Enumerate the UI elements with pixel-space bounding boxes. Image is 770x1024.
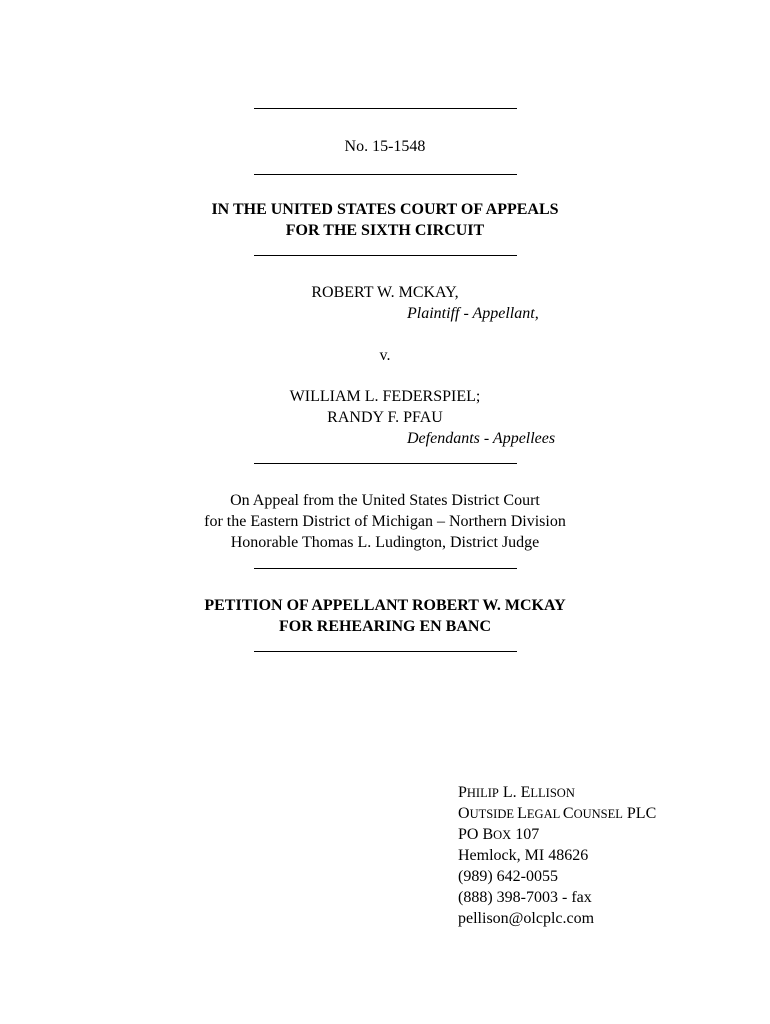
appellant-role: Plaintiff - Appellant, [407, 305, 539, 322]
counsel-name: PHILIP L. ELLISON [458, 784, 575, 801]
appellee-name-2: RANDY F. PFAU [327, 409, 443, 426]
separator-rule [254, 174, 517, 175]
appellee-name-1: WILLIAM L. FEDERSPIEL; [289, 388, 481, 405]
separator-rule [254, 463, 517, 464]
counsel-block [458, 782, 656, 929]
counsel-city: Hemlock, MI 48626 [458, 847, 589, 864]
counsel-fax: (888) 398-7003 - fax [458, 889, 592, 906]
separator-rule [254, 108, 517, 109]
counsel-po-box: PO BOX 107 [458, 826, 540, 843]
appeal-line-3: Honorable Thomas L. Ludington, District Judge [230, 534, 540, 551]
appellees-role: Defendants - Appellees [407, 430, 556, 447]
counsel-firm: OUTSIDE LEGAL COUNSEL PLC [458, 805, 657, 822]
petition-title-line-1: PETITION OF APPELLANT ROBERT W. MCKAY [204, 597, 566, 614]
petition-title-line-2: FOR REHEARING EN BANC [278, 618, 491, 635]
appeal-line-1: On Appeal from the United States District Court [230, 492, 540, 509]
counsel-email[interactable]: pellison@olcplc.com [458, 910, 595, 927]
court-name-line-2: FOR THE SIXTH CIRCUIT [285, 222, 485, 239]
counsel-phone: (989) 642-0055 [458, 868, 558, 885]
appellant-name: ROBERT W. MCKAY, [311, 284, 459, 301]
court-name-line-1: IN THE UNITED STATES COURT OF APPEALS [211, 201, 559, 218]
docket-number: No. 15-1548 [344, 138, 426, 155]
separator-rule [254, 568, 517, 569]
separator-rule [254, 255, 517, 256]
appeal-line-2: for the Eastern District of Michigan – Northern Division [204, 513, 566, 530]
versus-label: v. [379, 347, 391, 364]
separator-rule [254, 651, 517, 652]
